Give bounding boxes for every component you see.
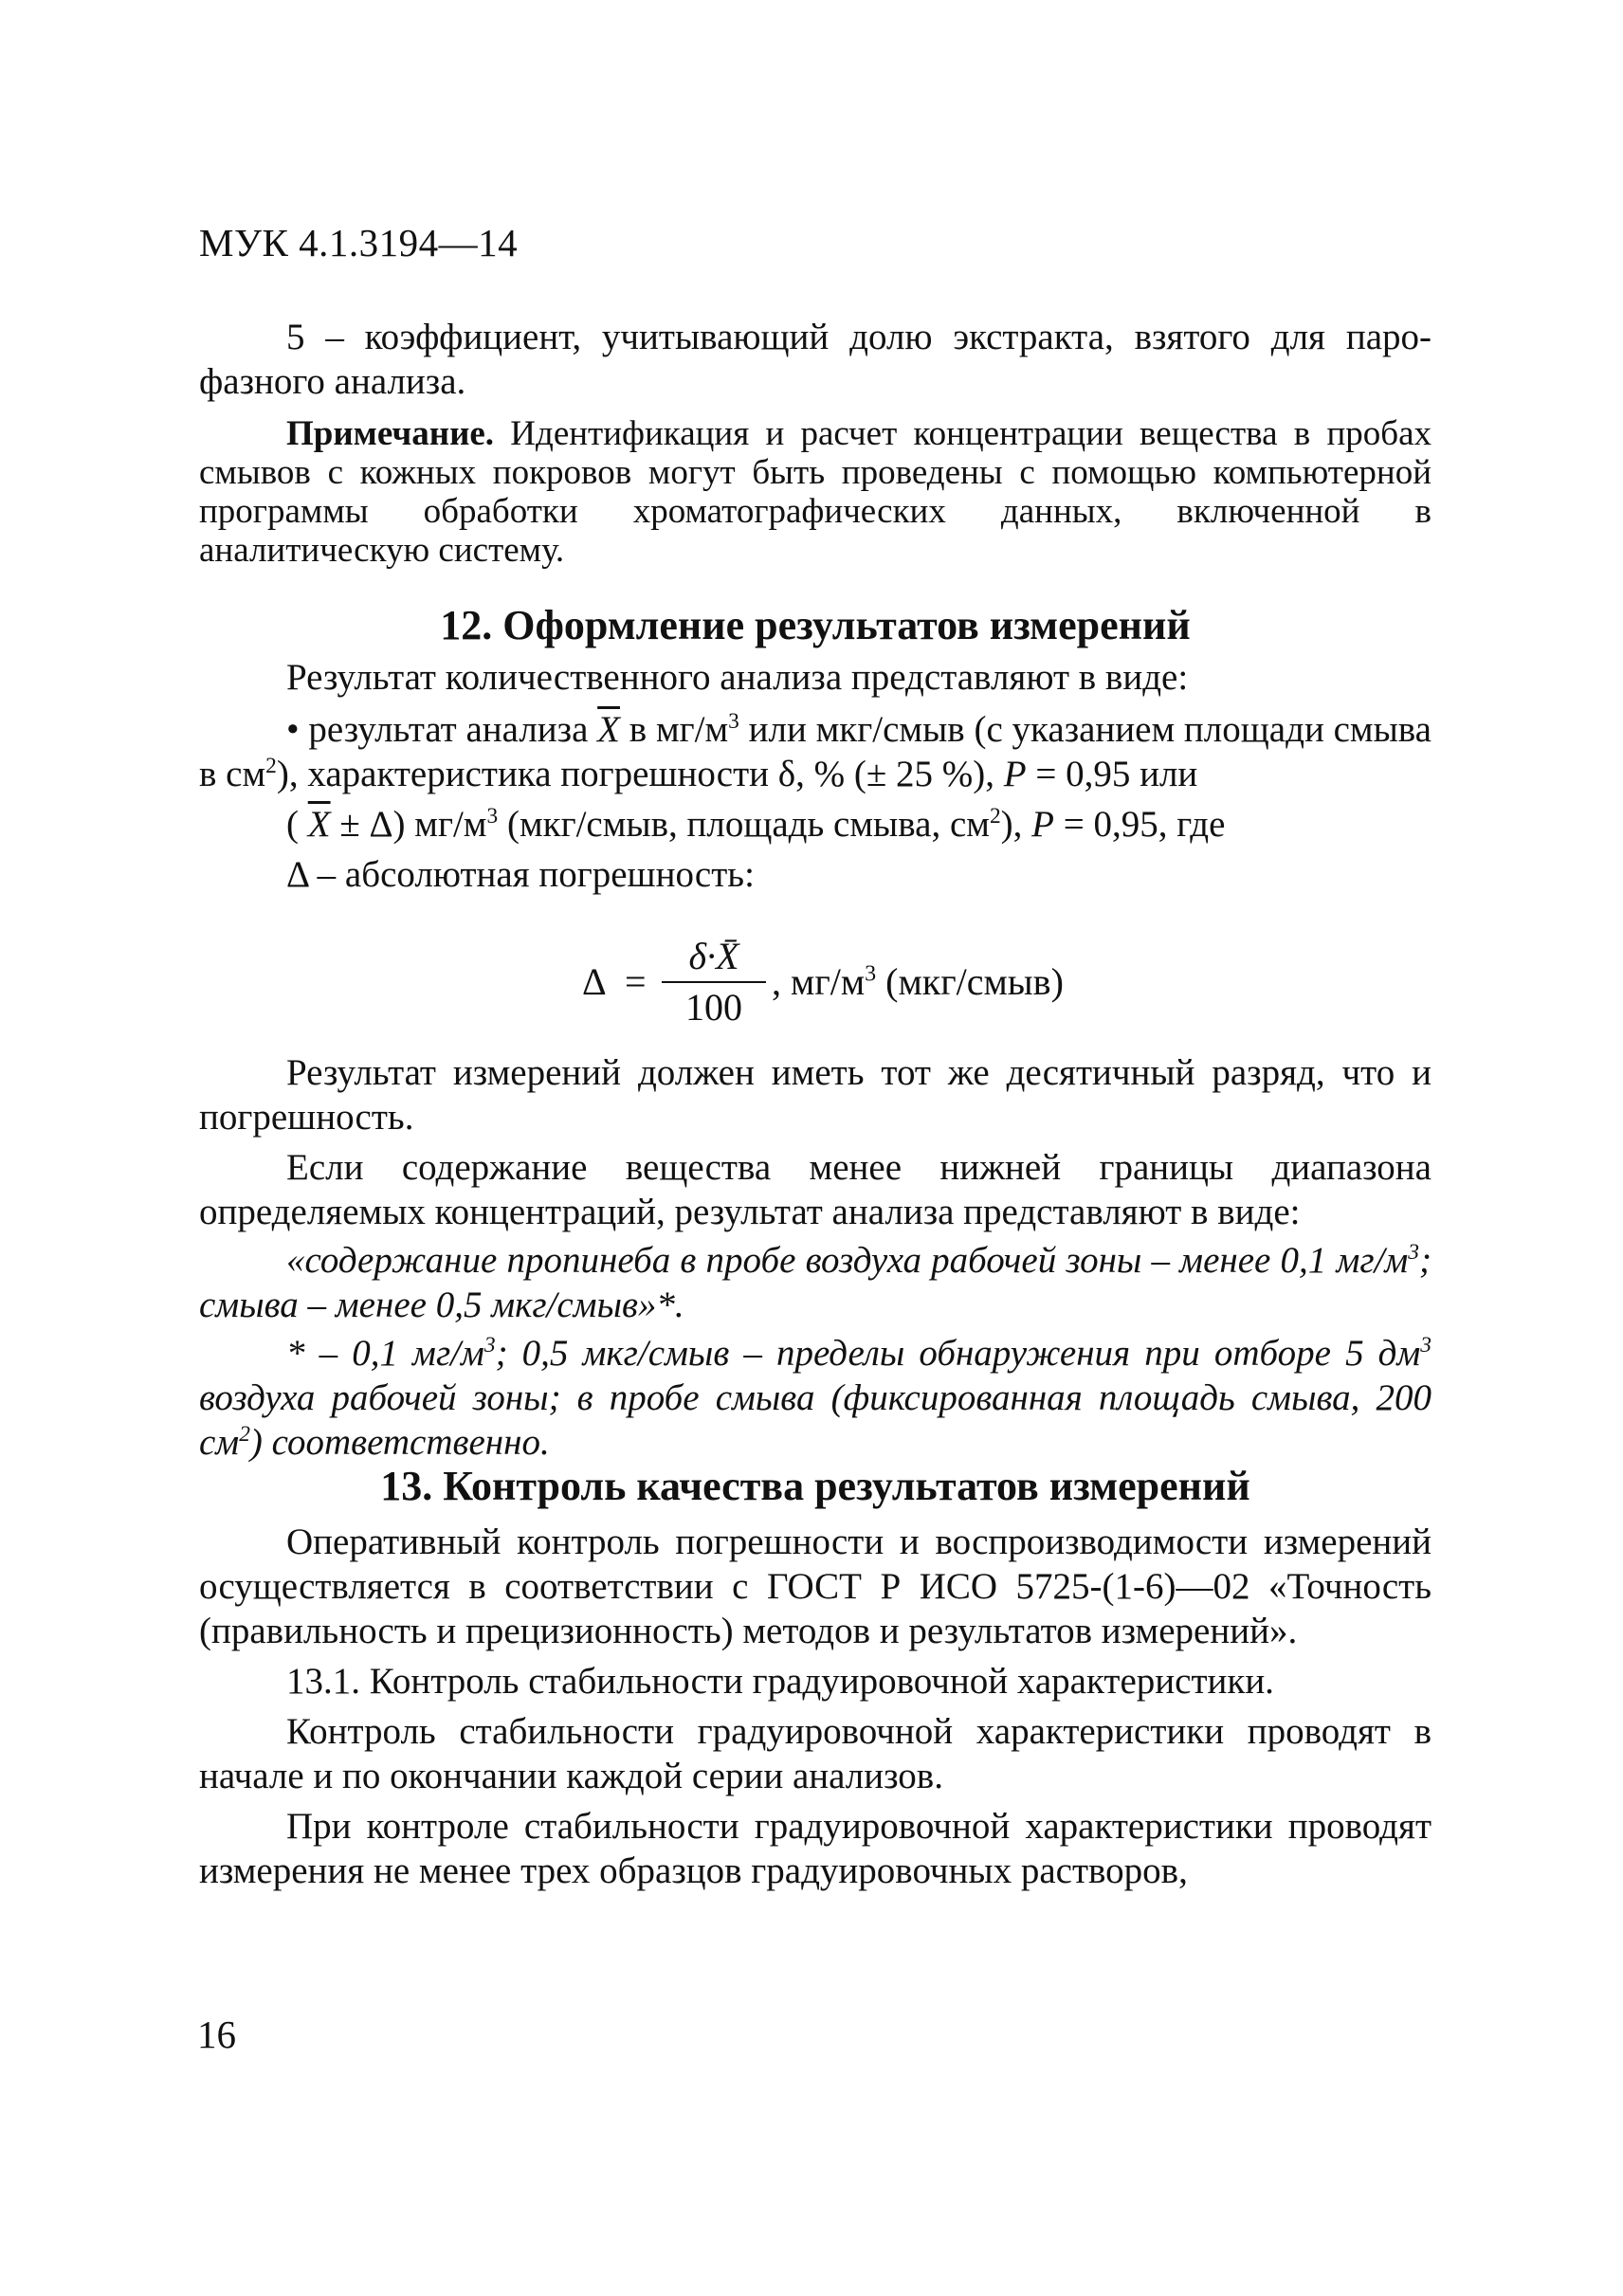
superscript-2: 2 bbox=[989, 804, 1001, 829]
section-13-1-title: 13.1. Контроль стабильности градуировочной характеристики. bbox=[286, 1661, 1274, 1702]
interval-open: ( bbox=[286, 804, 308, 845]
section-12-heading: 12. Оформление результатов измерений bbox=[440, 602, 1191, 648]
interval-text-c: (мкг/смыв, площадь смыва, см bbox=[498, 804, 990, 845]
bullet-text-b: в мг/м bbox=[619, 709, 729, 750]
result-precision-text: Результат измерений должен иметь тот же десятичный разряд, что и погрешность. bbox=[199, 1052, 1432, 1138]
superscript-3: 3 bbox=[1408, 1240, 1419, 1265]
bullet-text-e: = 0,95 или bbox=[1026, 754, 1198, 794]
superscript-2: 2 bbox=[265, 754, 277, 778]
footnote-text-a: * – 0,1 мг/м bbox=[286, 1333, 484, 1374]
coefficient-line-2: фазного анализа. bbox=[199, 361, 466, 402]
note-block bbox=[199, 414, 1432, 570]
detection-limits-footnote bbox=[199, 1331, 1432, 1465]
note-paragraph bbox=[199, 414, 1432, 570]
delta-definition: Δ – абсолютная погрешность: bbox=[286, 854, 755, 895]
formula-unit bbox=[772, 959, 1064, 1004]
below-range-quote bbox=[199, 1238, 1432, 1327]
x-bar-symbol: $\overline{X}$ bbox=[307, 804, 331, 845]
footnote-text-d: ) соответственно. bbox=[249, 1422, 550, 1463]
page-number: 16 bbox=[197, 2013, 236, 2056]
section-13-paragraph-1: Оперативный контроль погрешности и воспроизводимости измерений осуществляется в соответствии с ГОСТ Р ИСО 5725-(1-6)—02 «Точность (правильность и прецизионность) методов и результатов измерений». bbox=[199, 1522, 1432, 1651]
formula-fraction bbox=[662, 934, 766, 1030]
delta-formula bbox=[582, 934, 1113, 1038]
formula-numerator: δ·X̄ bbox=[688, 935, 739, 977]
formula-unit-a: , мг/м bbox=[772, 960, 866, 1003]
intro-block bbox=[199, 315, 1432, 404]
section-13 bbox=[199, 1464, 1432, 1893]
superscript-3: 3 bbox=[483, 1333, 496, 1358]
interval-text-b: ± Δ) мг/м bbox=[330, 804, 487, 845]
p-variable: P bbox=[1031, 804, 1054, 845]
superscript-3: 3 bbox=[865, 961, 877, 987]
section-12-continued bbox=[199, 1050, 1432, 1465]
coefficient-definition bbox=[199, 315, 1432, 404]
section-12 bbox=[199, 603, 1432, 897]
section-13-paragraph-2: Контроль стабильности градуировочной характеристики проводят в начале и по окончании каждой серии анализов. bbox=[199, 1711, 1432, 1796]
footnote-text-b: ; 0,5 мкг/смыв – пределы обнаружения при отборе 5 дм bbox=[495, 1333, 1421, 1374]
document-code: МУК 4.1.3194—14 bbox=[199, 221, 519, 264]
section-13-paragraph-3: При контроле стабильности градуировочной характеристики проводят измерения не менее трех образцов градуировочных растворов, bbox=[199, 1806, 1432, 1891]
bullet-text-a: • результат анализа bbox=[286, 709, 598, 750]
interval-text-e: = 0,95, где bbox=[1053, 804, 1226, 845]
section-12-intro: Результат количественного анализа представляют в виде: bbox=[286, 657, 1189, 698]
x-bar-symbol: $\overline{X}$ bbox=[597, 709, 620, 750]
superscript-3: 3 bbox=[728, 709, 739, 734]
superscript-3: 3 bbox=[486, 804, 499, 829]
interval-text-d: ), bbox=[1000, 804, 1032, 845]
formula-equals: = bbox=[625, 960, 647, 1003]
section-13-heading: 13. Контроль качества результатов измерений bbox=[380, 1463, 1250, 1509]
bullet-text-c: или мкг/смыв (с указанием площади смыва в см bbox=[199, 709, 1432, 794]
superscript-2: 2 bbox=[239, 1422, 250, 1447]
note-label: Примечание. bbox=[286, 414, 495, 453]
formula-denominator: 100 bbox=[685, 986, 742, 1029]
quote-text-b: ; смыва – менее 0,5 мкг/смыв»*. bbox=[199, 1240, 1432, 1325]
formula-delta: Δ bbox=[582, 960, 607, 1003]
coefficient-line-1: 5 – коэффициент, учитывающий долю экстракта, взятого для паро- bbox=[286, 317, 1432, 357]
note-text: Идентификация и расчет концентрации вещества в пробах смывов с кожных покровов могут быть проведены с помощью компьютерной программы обработки хроматографических данных, включенной в аналитическую систему. bbox=[199, 414, 1432, 570]
quote-text-a: «содержание пропинеба в пробе воздуха рабочей зоны – менее 0,1 мг/м bbox=[286, 1240, 1409, 1281]
bullet-result bbox=[199, 707, 1432, 796]
fraction-bar bbox=[662, 981, 766, 983]
superscript-3: 3 bbox=[1420, 1333, 1432, 1358]
footnote-text-c: воздуха рабочей зоны; в пробе смыва (фиксированная площадь смыва, 200 см bbox=[199, 1377, 1432, 1463]
below-range-text: Если содержание вещества менее нижней границы диапазона определяемых концентраций, результат анализа представляют в виде: bbox=[199, 1147, 1432, 1232]
p-variable: P bbox=[1003, 754, 1027, 794]
interval-line bbox=[199, 802, 1432, 847]
formula-unit-b: (мкг/смыв) bbox=[876, 960, 1064, 1003]
bullet-text-d: ), характеристика погрешности δ, % (± 25 %), bbox=[276, 754, 1004, 794]
